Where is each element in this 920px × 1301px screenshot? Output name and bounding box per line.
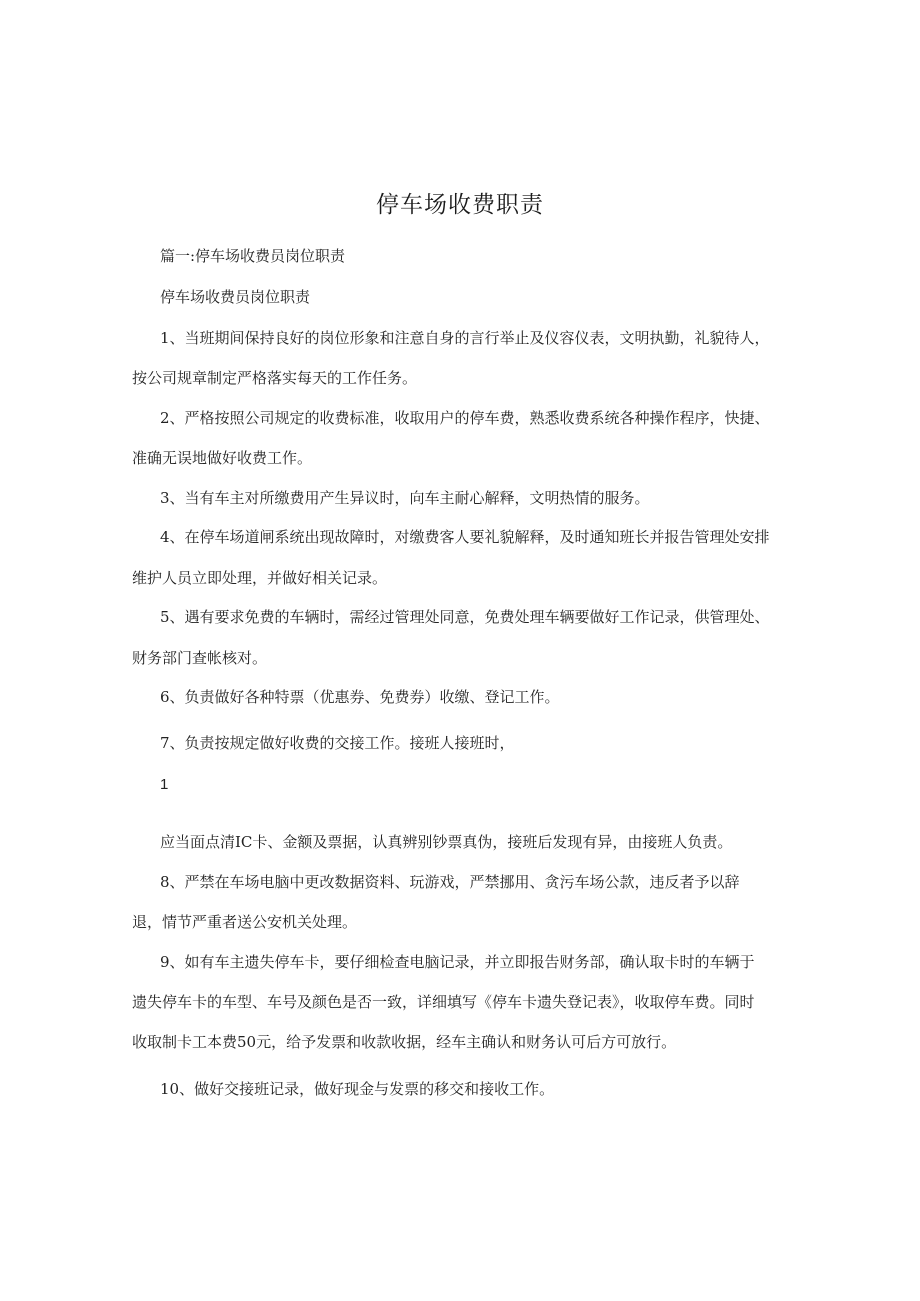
- item-3: 3、当有车主对所缴费用产生异议时，向车主耐心解释，文明热情的服务。: [160, 489, 650, 507]
- item-2-line-2: 准确无误地做好收费工作。: [132, 449, 313, 467]
- item-6: 6、负责做好各种特票（优惠券、免费券）收缴、登记工作。: [160, 688, 560, 706]
- page-number: 1: [160, 776, 169, 793]
- item-8-line-1: 8、严禁在车场电脑中更改数据资料、玩游戏，严禁挪用、贪污车场公款，违反者予以辞: [160, 873, 740, 891]
- item-7-line-2: 应当面点清IC卡、金额及票据，认真辨别钞票真伪，接班后发现有异，由接班人负责。: [160, 833, 733, 851]
- item-5-line-2: 财务部门查帐核对。: [132, 649, 268, 667]
- item-7-line-1: 7、负责按规定做好收费的交接工作。接班人接班时，: [160, 734, 515, 752]
- item-4-line-1: 4、在停车场道闸系统出现故障时，对缴费客人要礼貌解释，及时通知班长并报告管理处安排: [160, 528, 770, 546]
- item-2-line-1: 2、严格按照公司规定的收费标准，收取用户的停车费，熟悉收费系统各种操作程序，快捷、: [160, 409, 770, 427]
- item-1-line-1: 1、当班期间保持良好的岗位形象和注意自身的言行举止及仪容仪表，文明执勤，礼貌待人，: [160, 329, 770, 347]
- item-8-line-2: 退，情节严重者送公安机关处理。: [132, 913, 358, 931]
- item-1-line-2: 按公司规章制定严格落实每天的工作任务。: [132, 369, 418, 387]
- item-5-line-1: 5、遇有要求免费的车辆时，需经过管理处同意，免费处理车辆要做好工作记录，供管理处、: [160, 608, 770, 626]
- item-4-line-2: 维护人员立即处理，并做好相关记录。: [132, 569, 388, 587]
- section-heading: 篇一:停车场收费员岗位职责: [160, 247, 346, 265]
- item-9-line-1: 9、如有车主遗失停车卡，要仔细检查电脑记录，并立即报告财务部，确认取卡时的车辆于: [160, 953, 755, 971]
- item-10: 10、做好交接班记录，做好现金与发票的移交和接收工作。: [160, 1080, 555, 1098]
- document-title: 停车场收费职责: [376, 192, 544, 218]
- item-9-line-2: 遗失停车卡的车型、车号及颜色是否一致，详细填写《停车卡遗失登记表》，收取停车费。同时: [132, 993, 755, 1011]
- subsection-heading: 停车场收费员岗位职责: [160, 288, 311, 306]
- item-9-line-3: 收取制卡工本费50元，给予发票和收款收据，经车主确认和财务认可后方可放行。: [132, 1033, 677, 1051]
